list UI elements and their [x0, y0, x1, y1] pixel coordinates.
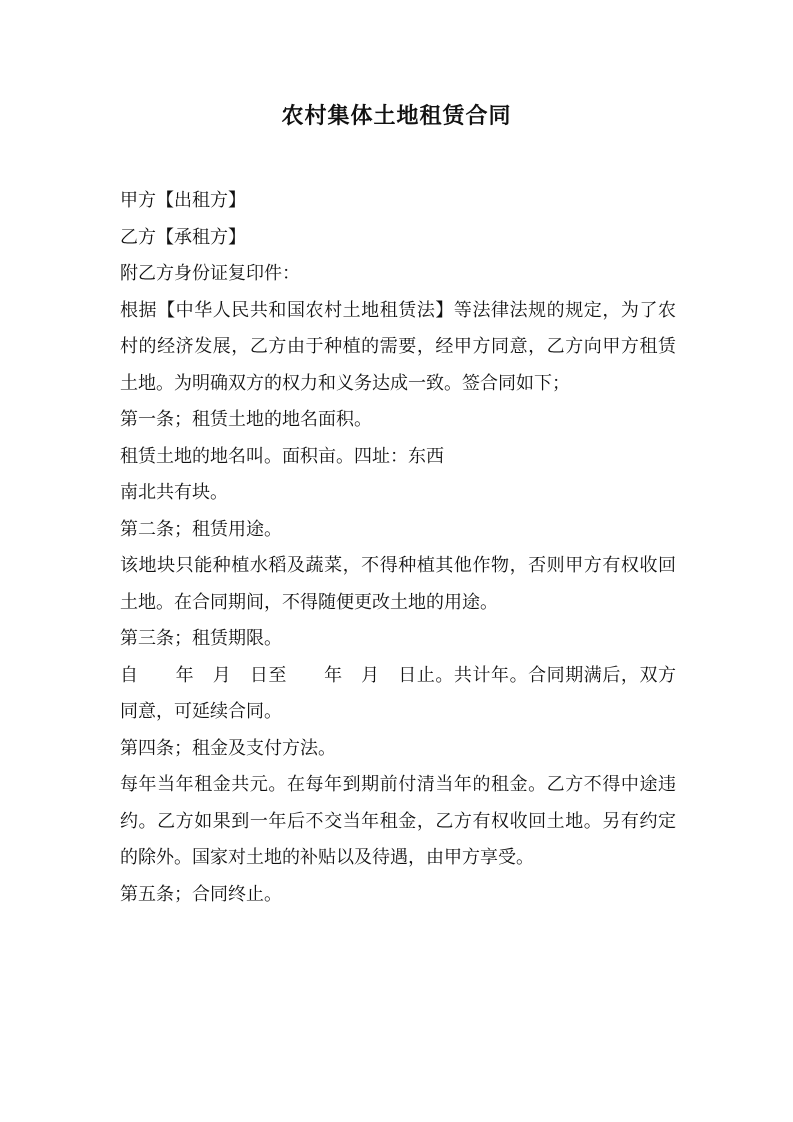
- paragraph-line: 的除外。国家对土地的补贴以及待遇，由甲方享受。: [120, 847, 534, 868]
- article-heading: 第三条；租赁期限。: [120, 628, 282, 649]
- paragraph-line: 南北共有块。: [120, 482, 228, 503]
- contract-body: [120, 183, 676, 913]
- paragraph-line: 村的经济发展，乙方由于种植的需要，经甲方同意，乙方向甲方租赁: [120, 336, 676, 357]
- paragraph-line: 同意，可延续合同。: [120, 701, 282, 722]
- party-a-line: 甲方【出租方】: [120, 190, 246, 211]
- paragraph-line: 根据【中华人民共和国农村土地租赁法】等法律法规的规定，为了农: [120, 299, 676, 321]
- article-heading: 第四条；租金及支付方法。: [120, 737, 336, 759]
- paragraph-line: 自 年 月 日至 年 月 日止。共计年。合同期满后，双方: [120, 664, 676, 686]
- party-b-line: 乙方【承租方】: [120, 226, 246, 248]
- paragraph-line: 每年当年租金共元。在每年到期前付清当年的租金。乙方不得中途违: [120, 774, 676, 795]
- article-heading: 第二条；租赁用途。: [120, 518, 282, 540]
- document-title: 农村集体土地租赁合同: [281, 103, 512, 129]
- article-heading: 第五条；合同终止。: [120, 883, 282, 905]
- id-copy-line: 附乙方身份证复印件：: [120, 263, 300, 284]
- paragraph-line: 土地。为明确双方的权力和义务达成一致。签合同如下；: [120, 372, 570, 394]
- paragraph-line: 土地。在合同期间，不得随便更改土地的用途。: [120, 591, 498, 613]
- paragraph-line: 租赁土地的地名叫。面积亩。四址：东西: [120, 445, 444, 467]
- paragraph-line: 该地块只能种植水稻及蔬菜，不得种植其他作物，否则甲方有权收回: [120, 555, 676, 576]
- article-heading: 第一条；租赁土地的地名面积。: [120, 409, 372, 430]
- paragraph-line: 约。乙方如果到一年后不交当年租金，乙方有权收回土地。另有约定: [120, 810, 676, 832]
